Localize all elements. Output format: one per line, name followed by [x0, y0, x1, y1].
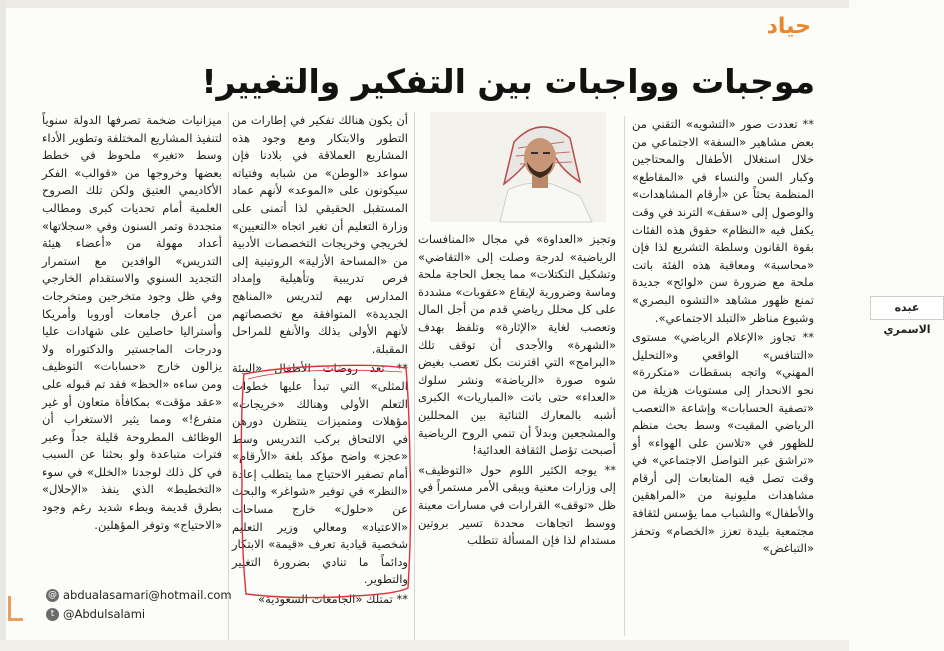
article-headline: موجبات وواجبات بين التفكير والتغيير! [201, 62, 815, 101]
contact-twitter-row [46, 607, 145, 621]
section-label: حياد [766, 14, 811, 39]
column-1-paragraph-1: ** تعددت صور «التشويه» التقني من بعض مشاهير «السفة» الاجتماعي من خلال استغلال الأطفال والمحتاجين وكبار السن والنساء في «المقاطع» المنظمة بحثاً عن «أرقام المشاهدات» والوصول إلى «سقف» الترند في وقت يكفل فيه «النظام» حقوق هذه الفئات بقوة القانون وسلطة التشريع لذا فإن «محاسبة» ومعاقبة هذه الفئة باتت ملحة مع ضرورة سن «لوائح» جديدة تمنع ظهور مشاهد «التشوه البصري» وشيوع مناظر «التبلد الاجتماعي». [632, 117, 814, 325]
article-column-1 [632, 116, 814, 651]
contact-email[interactable]: abdualasamari@hotmail.com [63, 588, 232, 602]
column-3-paragraph-1: أن يكون هنالك تفكير في إطارات من التطور والابتكار ومع وجود هذه المشاريع العملاقة في بلادنا فإن سواعد «الوطن» من شبابه وفتياته سيكونون على «الموعد» لأنهم عماد المستقبل الحقيقي لذا أتمنى على وزارة التعليم أن تغير اتجاه «التعيين» لخريجي وخريجات التخصصات الأدبية من «المساحة الأزلية» الروتينية إلى فرص تدريبية وتأهيلية وإمداد المدارس بهم لتدريس «المناهج الجديدة» المتوافقة مع تخصصاتهم لأنهم الأولى بذلك والأنفع للمراحل المقبلة. [232, 113, 408, 356]
column-3-paragraph-2: ** تعد روضات الأطفال «البيئة المثلى» التي تبدأ عليها خطوات التعلم الأولى وهنالك «خريجات» مؤهلات ومتميزات ينتظرن دورهن في الالتحاق بركب التدريس وسط «عجز» واضح مؤكد بلغة «الأرقام» أمام تصفير الاحتياج مما يتطلب إعادة «النظر» في توفير «شواغر» والبحث عن «حلول» خارج مساحات «الاعتياد» ومعالي وزير التعليم شخصية قيادية تعرف «قيمة» الابتكار ودائماً ما تنادي بضرورة التغيير والتطوير. [232, 361, 408, 587]
page-top-edge [0, 0, 849, 8]
contact-twitter[interactable]: @Abdulsalami [63, 607, 146, 621]
column-2-paragraph-1: وتجيز «العداوة» في مجال «المنافسات الرياضية» لدرجة وصلت إلى «التقاضي» وتشكيل التكتلات» مما يجعل الحاجة ملحة وماسة وضرورية لإيقاع «عقوبات» مشددة على كل محلل رياضي قدم من أجل المال وتعصب لغاية «الإثارة» وتلفظ بهدف «الشهرة» والأجدى أن توقف تلك «البرامج» التي اقترنت بكل تعصب بغيض شوه صورة «الرياضة» ونشر سلوك «العداء» حتى باتت «المباريات» الكبرى أشبه بالمعارك الثنائية بين المحللين والمشجعين وبدلاً أن تنمي الروح الرياضية أصبحت تؤصل الثقافة العدائية! [418, 232, 616, 458]
page-bottom-edge [0, 640, 849, 651]
column-1-paragraph-2: ** تجاوز «الإعلام الرياضي» مستوى «التنافس» الواقعي و«التحليل المهني» واتجه بسقطات «متكررة» نحو الانحدار إلى مستويات هزيلة من «تصفية الحسابات» وإشاعة «التعصب الرياضي المقيت» وسط بحث منظم للظهور في «تلاسن على الهواء» أو «تراشق عبر التواصل الاجتماعي» في وقت تصل فيه المتابعات إلى أرقام مشاهدات مليونية من «المراهقين والأطفال» والشباب مما يؤسس لثقافة مجتمعية بليدة تعزز «الخصام» وتحفز «التباغض» [632, 330, 814, 556]
column-3-paragraph-3: ** تمتلك «الجامعات السعودية» [258, 592, 408, 607]
article-column-4 [42, 112, 222, 582]
column-divider [624, 116, 625, 636]
column-divider [228, 112, 229, 642]
author-name-label: عبده الاسمري [870, 296, 944, 320]
twitter-icon: t [46, 608, 59, 621]
column-divider [414, 112, 415, 642]
article-column-3 [232, 112, 408, 607]
article-column-2 [418, 231, 616, 651]
contact-email-row [46, 588, 232, 602]
author-portrait-icon [430, 112, 606, 222]
email-icon: @ [48, 590, 57, 600]
page-corner-mark [8, 596, 23, 621]
column-2-paragraph-2: ** يوجه الكثير اللوم حول «التوظيف» إلى وزارات معنية ويبقى الأمر مستمراً في ظل «توقف» القرارات في مسارات معينة ووسط اتجاهات محددة تسير بروتين مستدام لذا فإن المسألة تتطلب [418, 462, 616, 548]
page-left-edge [0, 0, 6, 651]
column-4-paragraph-1: ميزانيات ضخمة تصرفها الدولة سنوياً لتنفيذ المشاريع المختلفة وتطوير الأداء وسط «تغير» ملحوظ في خطط بعضها وخروجها من «قوالب» الفكر الأكاديمي العتيق ولكن تلك الصروح العلمية أمام تحديات كبرى ومطالب متجددة وتمر السنون وفي «سجلاتها» أعداد مهولة من «أعضاء هيئة التدريس» الوافدين مع استمرار التجديد السنوي والاستقدام الخارجي وفي ظل وجود متخرجين ومتخرجات من أعرق جامعات أوروبا وأمريكا وأستراليا حاصلين على شهادات عليا ودرجات الماجستير والدكتوراه ولا يزالون خارج «حسابات» التوظيف ومن ساءه «الحظ» فقد تم قبوله على «عقد مؤقت» بمكافأة متعاون أو غير متفرغ!» ومما يثير الاستغراب أن الوظائف المطروحة قليلة جداً وعبر فترات متباعدة ولو بحثنا عن السبب في كل ذلك لوجدنا «الخلل» في سوء «التخطيط» الذي ينفذ «الإحلال» بطرق قديمة وبطء شديد رغم وجود «الاحتياج» وتوفر المؤهلين. [42, 113, 222, 532]
